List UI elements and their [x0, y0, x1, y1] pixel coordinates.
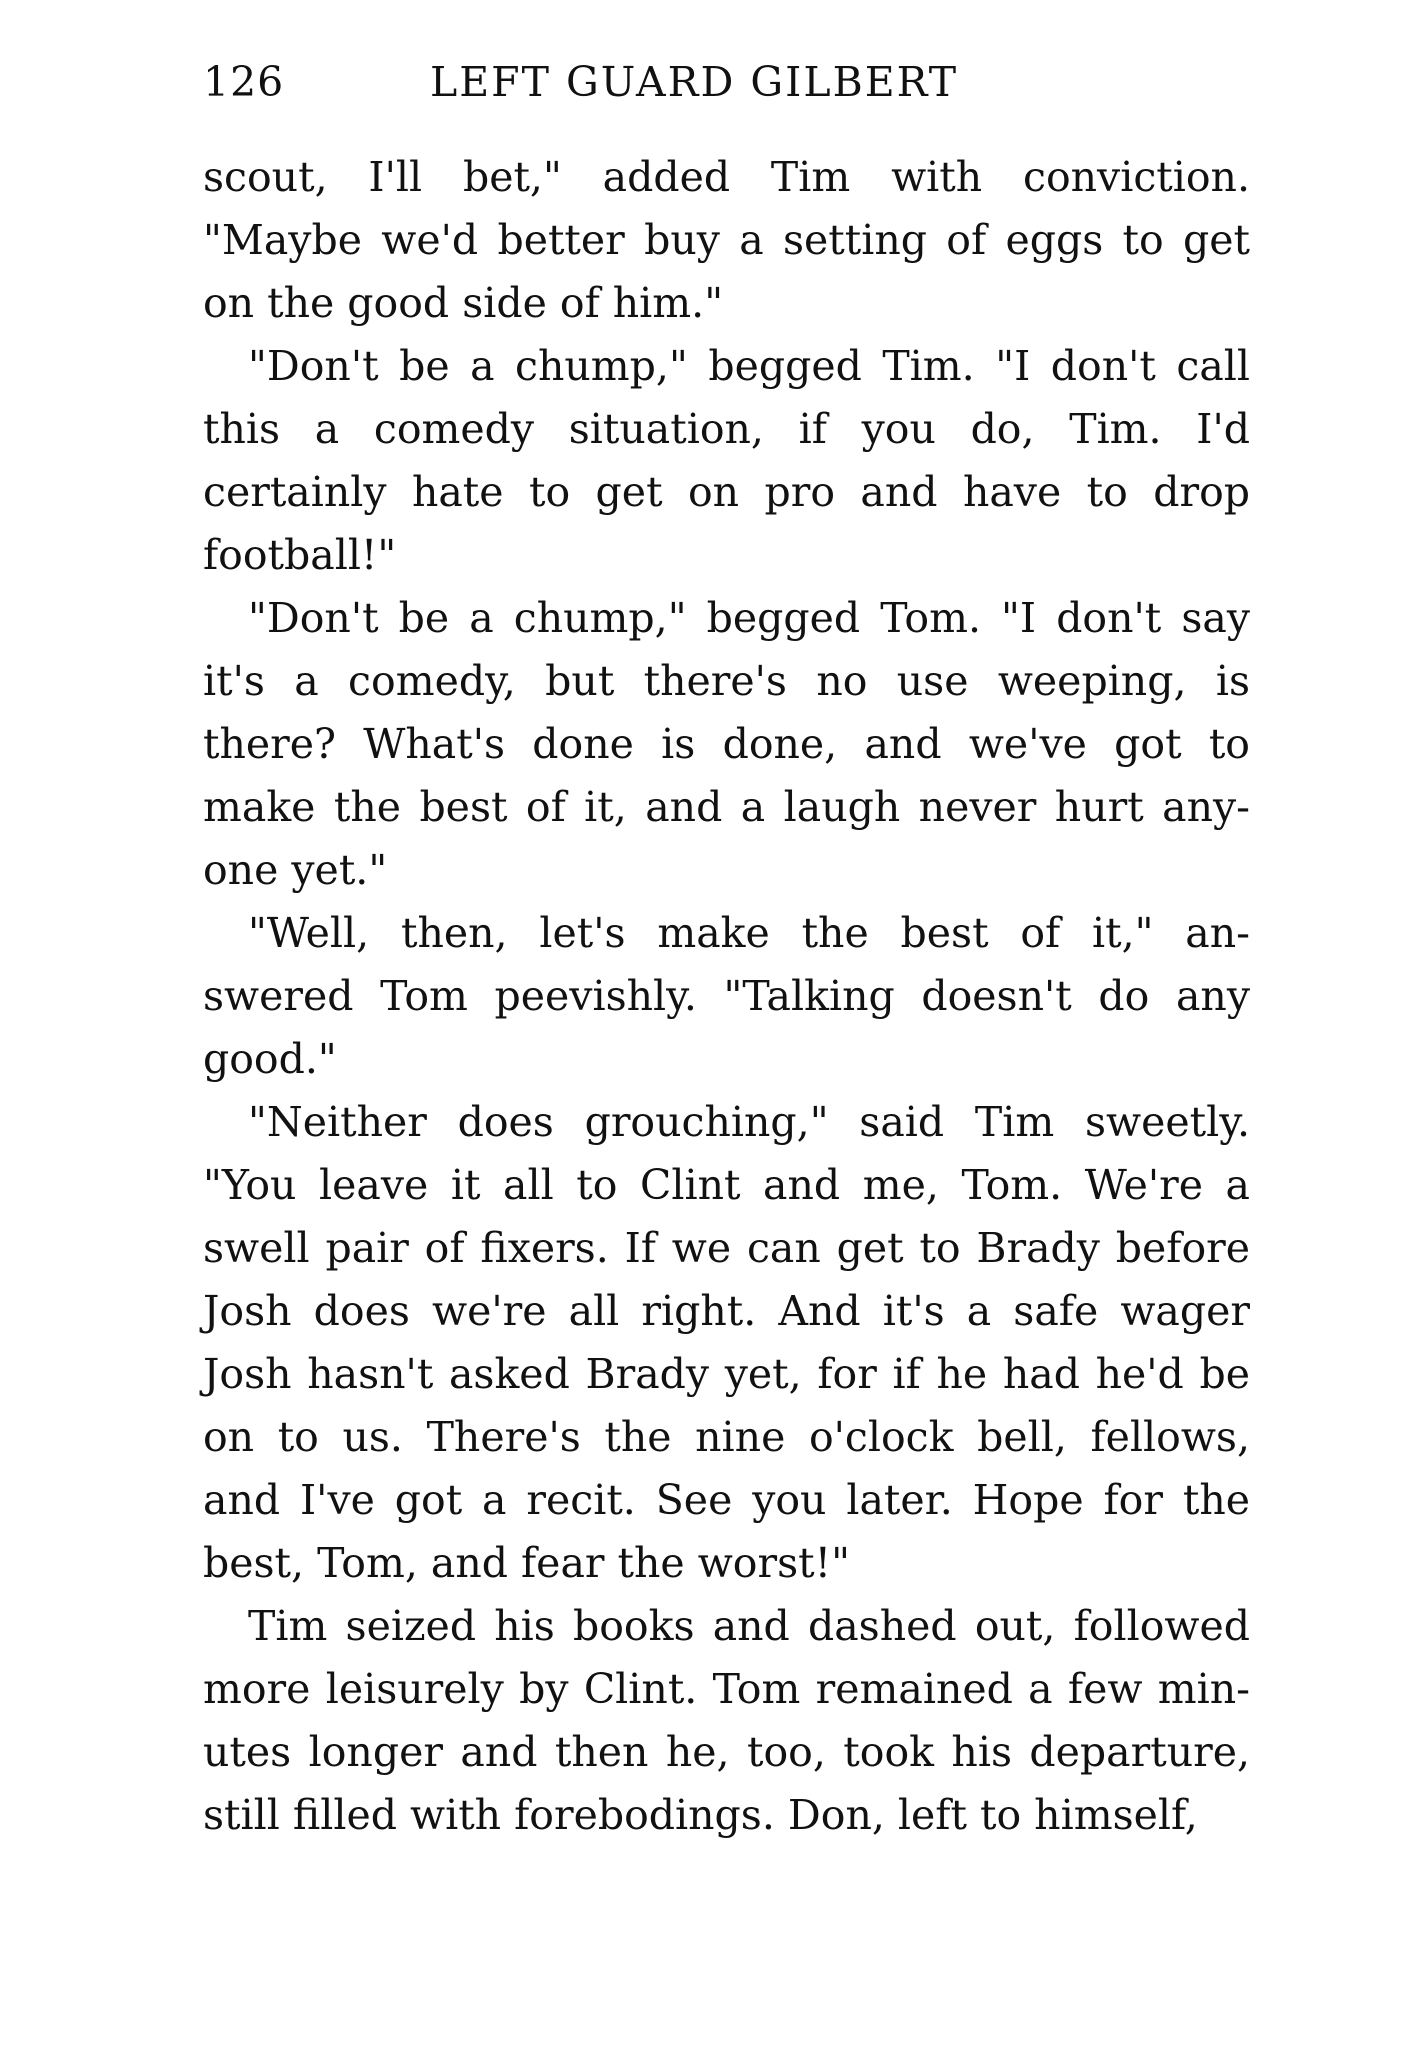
paragraph: "Neither does grouching," said Tim sweetly. "You leave it all to Clint and me, Tom. We're a swell pair of fixers. If we can get to Brady before Josh does we're all right. And it's a safe wager Josh hasn't asked Brady yet, for if he had he'd be on to us. There's the nine o'clock bell, fellows, and I've got a recit. See you later. Hope for the best, Tom, and fear the worst!" [203, 1098, 1250, 1587]
paragraph: "Don't be a chump," begged Tom. "I don't say it's a comedy, but there's no use weeping, is there? What's done is done, and we've got to make the best of it, and a laugh never hurt any-one yet." [203, 594, 1250, 894]
paragraph: "Well, then, let's make the best of it," an-swered Tom peevishly. "Talking doesn't do any good." [203, 909, 1250, 1083]
paragraph: Tim seized his books and dashed out, followed more leisurely by Clint. Tom remained a few min-utes longer and then he, too, took his departure, still filled with forebodings. Don, left to himself, [203, 1602, 1250, 1839]
body-text [203, 146, 1250, 1847]
running-head: LEFT GUARD GILBERT [430, 58, 959, 106]
page-number: 126 [203, 58, 285, 106]
paragraph: "Don't be a chump," begged Tim. "I don't call this a comedy situation, if you do, Tim. I'd certainly hate to get on pro and have to drop football!" [203, 342, 1250, 579]
paragraph: scout, I'll bet," added Tim with conviction. "Maybe we'd better buy a setting of eggs to get on the good side of him." [203, 153, 1250, 327]
page-header [203, 58, 1248, 118]
